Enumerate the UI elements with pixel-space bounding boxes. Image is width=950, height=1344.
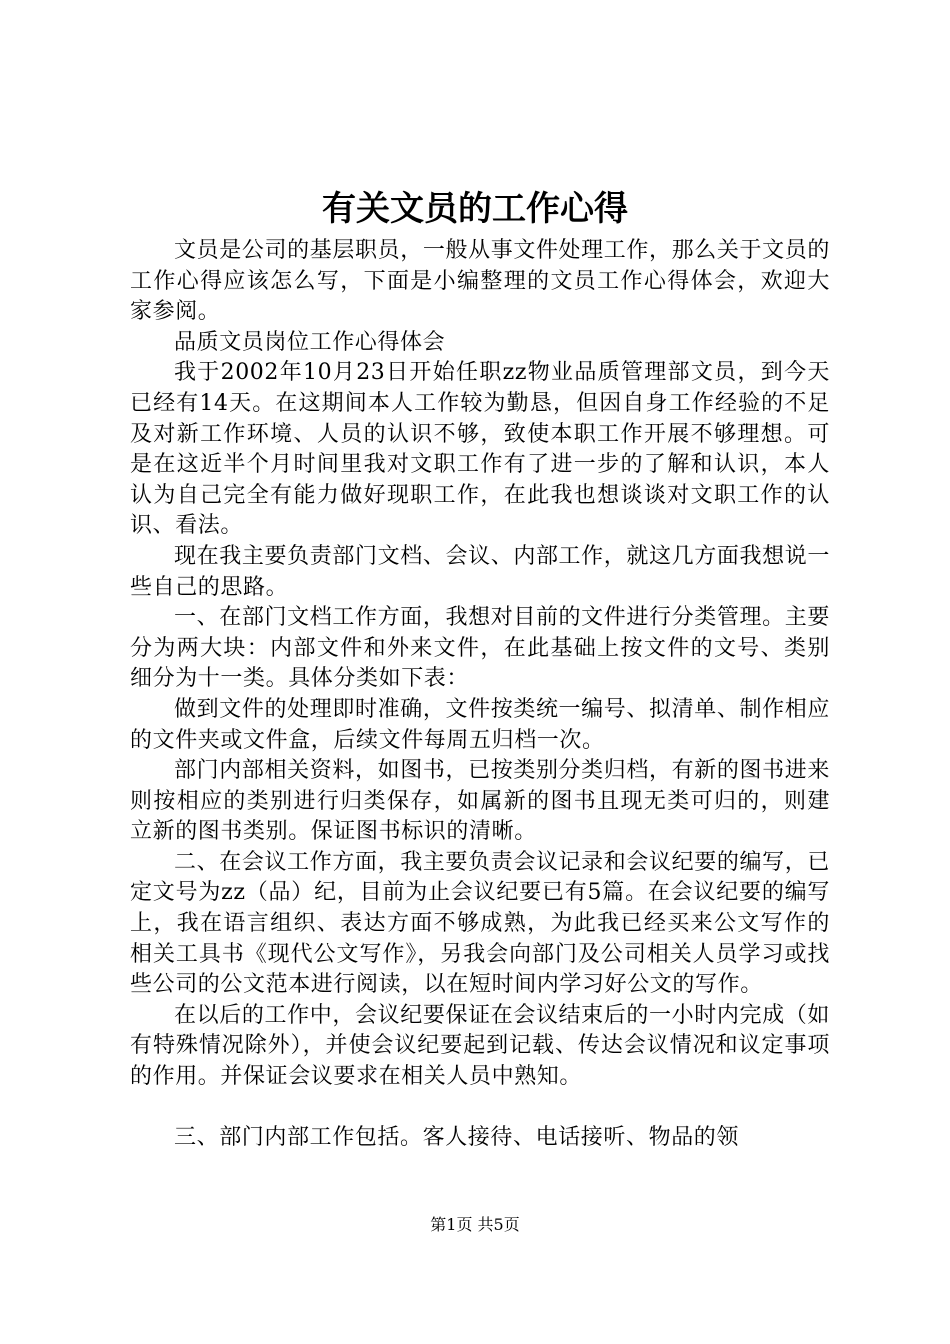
paragraph-meeting-minutes: 在以后的工作中，会议纪要保证在会议结束后的一小时内完成（如有特殊情况除外），并使会议纪要起到记载、传达会议情况和议定事项的作用。并保证会议要求在相关人员中熟知。 (130, 1002, 830, 1090)
paragraph-internal-work: 三、部门内部工作包括。客人接待、电话接听、物品的领 (174, 1124, 740, 1150)
paragraph-meeting-work: 二、在会议工作方面，我主要负责会议记录和会议纪要的编写，已定文号为zz（品）纪，目前为止会议纪要已有5篇。在会议纪要的编写上，我在语言组织、表达方面不够成熟，为此我已经买来公文写作的相关工具书《现代公文写作》，另我会向部门及公司相关人员学习或找些公司的公文范本进行阅读，以在短时间内学习好公文的写作。 (130, 849, 830, 998)
paragraph-start-date: 我于2002年10月23日开始任职zz物业品质管理部文员，到今天已经有14天。在这期间本人工作较为勤恳，但因自身工作经验的不足及对新工作环境、人员的认识不够，致使本职工作开展不够理想。可是在这近半个月时间里我对文职工作有了进一步的了解和认识，本人认为自己完全有能力做好现职工作，在此我也想谈谈对文职工作的认识、看法。 (130, 360, 830, 539)
document-body (130, 236, 830, 1153)
paragraph-intro: 文员是公司的基层职员，一般从事文件处理工作，那么关于文员的工作心得应该怎么写，下面是小编整理的文员工作心得体会，欢迎大家参阅。 (130, 238, 830, 325)
paragraph-responsibilities: 现在我主要负责部门文档、会议、内部工作，就这几方面我想说一些自己的思路。 (130, 543, 830, 600)
paragraph-file-work: 一、在部门文档工作方面，我想对目前的文件进行分类管理。主要分为两大块：内部文件和外来文件，在此基础上按文件的文号、类别细分为十一类。具体分类如下表： (130, 605, 830, 692)
paragraph-file-handling: 做到文件的处理即时准确，文件按类统一编号、拟清单、制作相应的文件夹或文件盒，后续文件每周五归档一次。 (130, 696, 830, 753)
paragraph-subheading: 品质文员岗位工作心得体会 (174, 329, 446, 355)
document-title: 有关文员的工作心得 (322, 189, 628, 229)
paragraph-books: 部门内部相关资料，如图书，已按类别分类归档，有新的图书进来则按相应的类别进行归类保存，如属新的图书且现无类可归的，则建立新的图书类别。保证图书标识的清晰。 (130, 758, 830, 845)
page-number: 第1页 共5页 (430, 1215, 520, 1234)
